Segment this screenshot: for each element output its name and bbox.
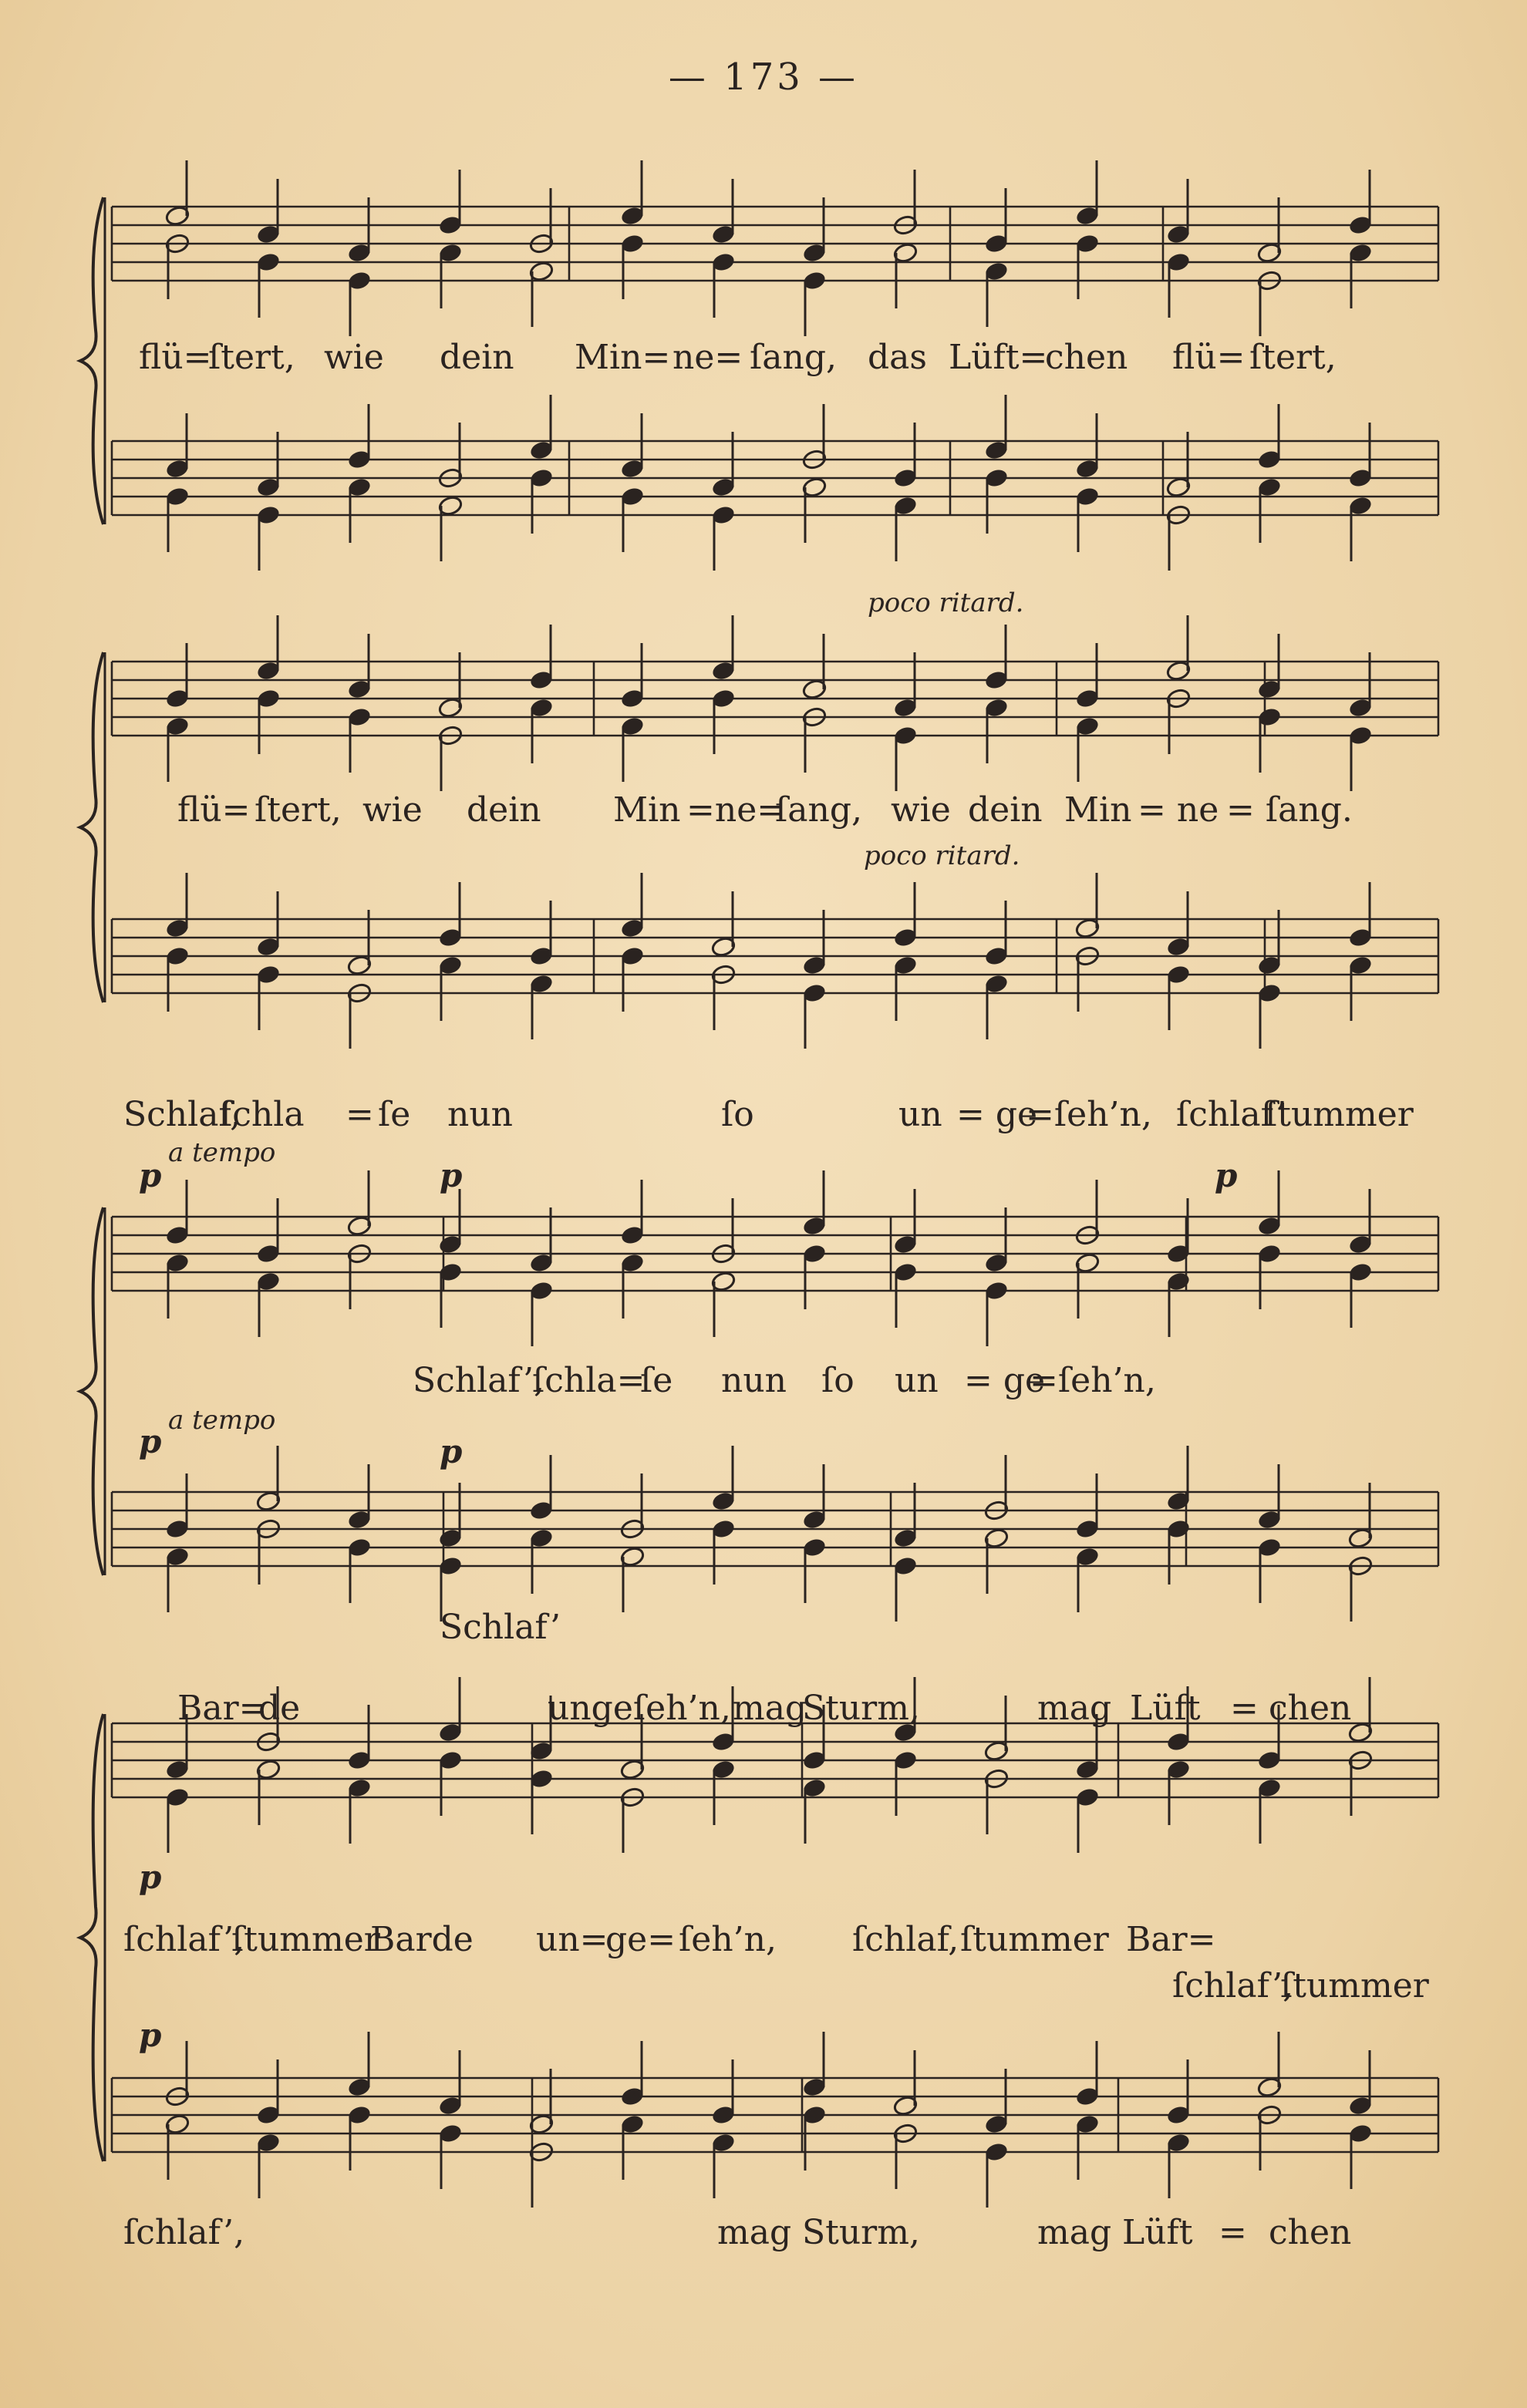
s1-lyric-9: Lüft= bbox=[949, 338, 1048, 377]
s3-upper-lyric-9: =ſeh’n, bbox=[1026, 1095, 1152, 1134]
s4-mid-lyric-7: ſchlaf, bbox=[852, 1920, 959, 1959]
s3-mid-lyric-6: un bbox=[895, 1361, 939, 1400]
s2-lyric-12: = ſang. bbox=[1226, 790, 1353, 830]
s3-upper-lyric-6: ſo bbox=[721, 1095, 754, 1134]
s2-poco-ritard-lower: poco ritard. bbox=[864, 840, 1020, 871]
s4-mid-lyric-9: Bar= bbox=[1126, 1920, 1216, 1959]
s3-upper-lyric-3: = bbox=[346, 1095, 374, 1134]
s3-dynamic-upper-1: p bbox=[139, 1157, 162, 1194]
s2-lyric-9: dein bbox=[968, 790, 1043, 830]
s3-mid-lyric-1: Schlaf’, bbox=[413, 1361, 544, 1400]
s4-upper-lyric-2: de bbox=[258, 1689, 301, 1728]
s4-mid2-lyric-1: ſchlaf’, bbox=[1172, 1966, 1294, 2006]
s3-mid-lyric-8: =ſeh’n, bbox=[1030, 1361, 1156, 1400]
s4-mid-lyric-1: ſchlaf’, bbox=[123, 1920, 245, 1959]
s2-poco-ritard-upper: poco ritard. bbox=[868, 588, 1024, 618]
s2-lyric-1: flü= bbox=[177, 790, 251, 830]
s4-mid2-lyric-2: ſtummer bbox=[1280, 1966, 1429, 2006]
s2-lyric-2: ſtert, bbox=[254, 790, 342, 830]
s4-dynamic-lower: p bbox=[139, 2016, 162, 2054]
s3-mid-lyric-3: ſe bbox=[640, 1361, 673, 1400]
s3-dynamic-lower-1: p bbox=[139, 1423, 162, 1460]
s1-lyric-12: ſtert, bbox=[1249, 338, 1337, 377]
s4-mid-lyric-2: ſtummer bbox=[231, 1920, 380, 1959]
s4-upper-lyric-6: mag bbox=[1037, 1689, 1112, 1728]
s3-lower-lyric-1: Schlaf’ bbox=[440, 1608, 561, 1647]
s4-mid-lyric-8: ſtummer bbox=[960, 1920, 1109, 1959]
s4-lower-lyric-2: mag bbox=[717, 2213, 792, 2252]
s3-upper-lyric-7: un bbox=[898, 1095, 942, 1134]
s1-lyric-1: flü= bbox=[139, 338, 212, 377]
s4-dynamic-upper: p bbox=[139, 1858, 162, 1896]
s3-upper-lyric-10: ſchlaf’ bbox=[1176, 1095, 1287, 1134]
s1-lyric-6: ne= bbox=[672, 338, 743, 377]
s3-dynamic-upper-3: p bbox=[1215, 1157, 1238, 1194]
s1-lyric-8: das bbox=[868, 338, 927, 377]
s4-upper-lyric-7: Lüft bbox=[1130, 1689, 1201, 1728]
s2-lyric-6: =ne= bbox=[686, 790, 786, 830]
s1-lyric-2: ſtert, bbox=[208, 338, 295, 377]
s2-lyric-5: Min bbox=[613, 790, 681, 830]
s3-a-tempo-lower: a tempo bbox=[168, 1405, 276, 1436]
s1-lyric-7: ſang, bbox=[750, 338, 838, 377]
page-number: — 173 — bbox=[668, 56, 859, 99]
s3-upper-lyric-4: ſe bbox=[378, 1095, 411, 1134]
s3-upper-lyric-8: = ge bbox=[956, 1095, 1038, 1134]
s3-upper-lyric-5: nun bbox=[447, 1095, 514, 1134]
s2-lyric-4: dein bbox=[467, 790, 541, 830]
s4-lower-lyric-6: = bbox=[1219, 2213, 1247, 2252]
s3-mid-lyric-5: ſo bbox=[821, 1361, 855, 1400]
s2-lyric-8: wie bbox=[891, 790, 951, 830]
s3-dynamic-upper-2: p bbox=[440, 1157, 463, 1194]
s3-mid-lyric-7: = ge bbox=[964, 1361, 1046, 1400]
s4-upper-lyric-1: Bar= bbox=[177, 1689, 268, 1728]
s4-upper-lyric-8: = bbox=[1230, 1689, 1259, 1728]
s4-lower-lyric-4: mag bbox=[1037, 2213, 1112, 2252]
s4-lower-lyric-5: Lüft bbox=[1122, 2213, 1193, 2252]
s1-lyric-5: Min= bbox=[575, 338, 671, 377]
s4-lower-lyric-7: chen bbox=[1269, 2213, 1352, 2252]
s4-mid-lyric-3: Barde bbox=[370, 1920, 474, 1959]
s4-mid-lyric-5: ge= bbox=[605, 1920, 676, 1959]
s2-lyric-11: = ne bbox=[1138, 790, 1219, 830]
s1-lyric-4: dein bbox=[440, 338, 514, 377]
s3-mid-lyric-4: nun bbox=[721, 1361, 787, 1400]
s1-lyric-10: chen bbox=[1045, 338, 1128, 377]
s4-upper-lyric-4: mag bbox=[733, 1689, 807, 1728]
s1-lyric-3: wie bbox=[324, 338, 384, 377]
s4-upper-lyric-5: Sturm, bbox=[802, 1689, 920, 1728]
s4-upper-lyric-9: chen bbox=[1269, 1689, 1352, 1728]
s2-lyric-3: wie bbox=[362, 790, 423, 830]
s2-lyric-10: Min bbox=[1064, 790, 1132, 830]
s3-upper-lyric-1: Schlaf, bbox=[123, 1095, 241, 1134]
s4-lower-lyric-1: ſchlaf’, bbox=[123, 2213, 245, 2252]
s2-lyric-7: ſang, bbox=[775, 790, 863, 830]
s3-a-tempo-upper: a tempo bbox=[168, 1137, 276, 1168]
s1-lyric-11: flü= bbox=[1172, 338, 1246, 377]
s4-mid-lyric-4: un= bbox=[536, 1920, 608, 1959]
s4-mid-lyric-6: ſeh’n, bbox=[679, 1920, 777, 1959]
s3-upper-lyric-2: ſchla bbox=[220, 1095, 305, 1134]
s3-dynamic-lower-2: p bbox=[440, 1433, 463, 1470]
s4-lower-lyric-3: Sturm, bbox=[802, 2213, 920, 2252]
s4-upper-lyric-3: ungeſeh’n, bbox=[548, 1689, 731, 1728]
s3-upper-lyric-11: ſtummer bbox=[1265, 1095, 1414, 1134]
s3-mid-lyric-2: ſchla= bbox=[532, 1361, 646, 1400]
